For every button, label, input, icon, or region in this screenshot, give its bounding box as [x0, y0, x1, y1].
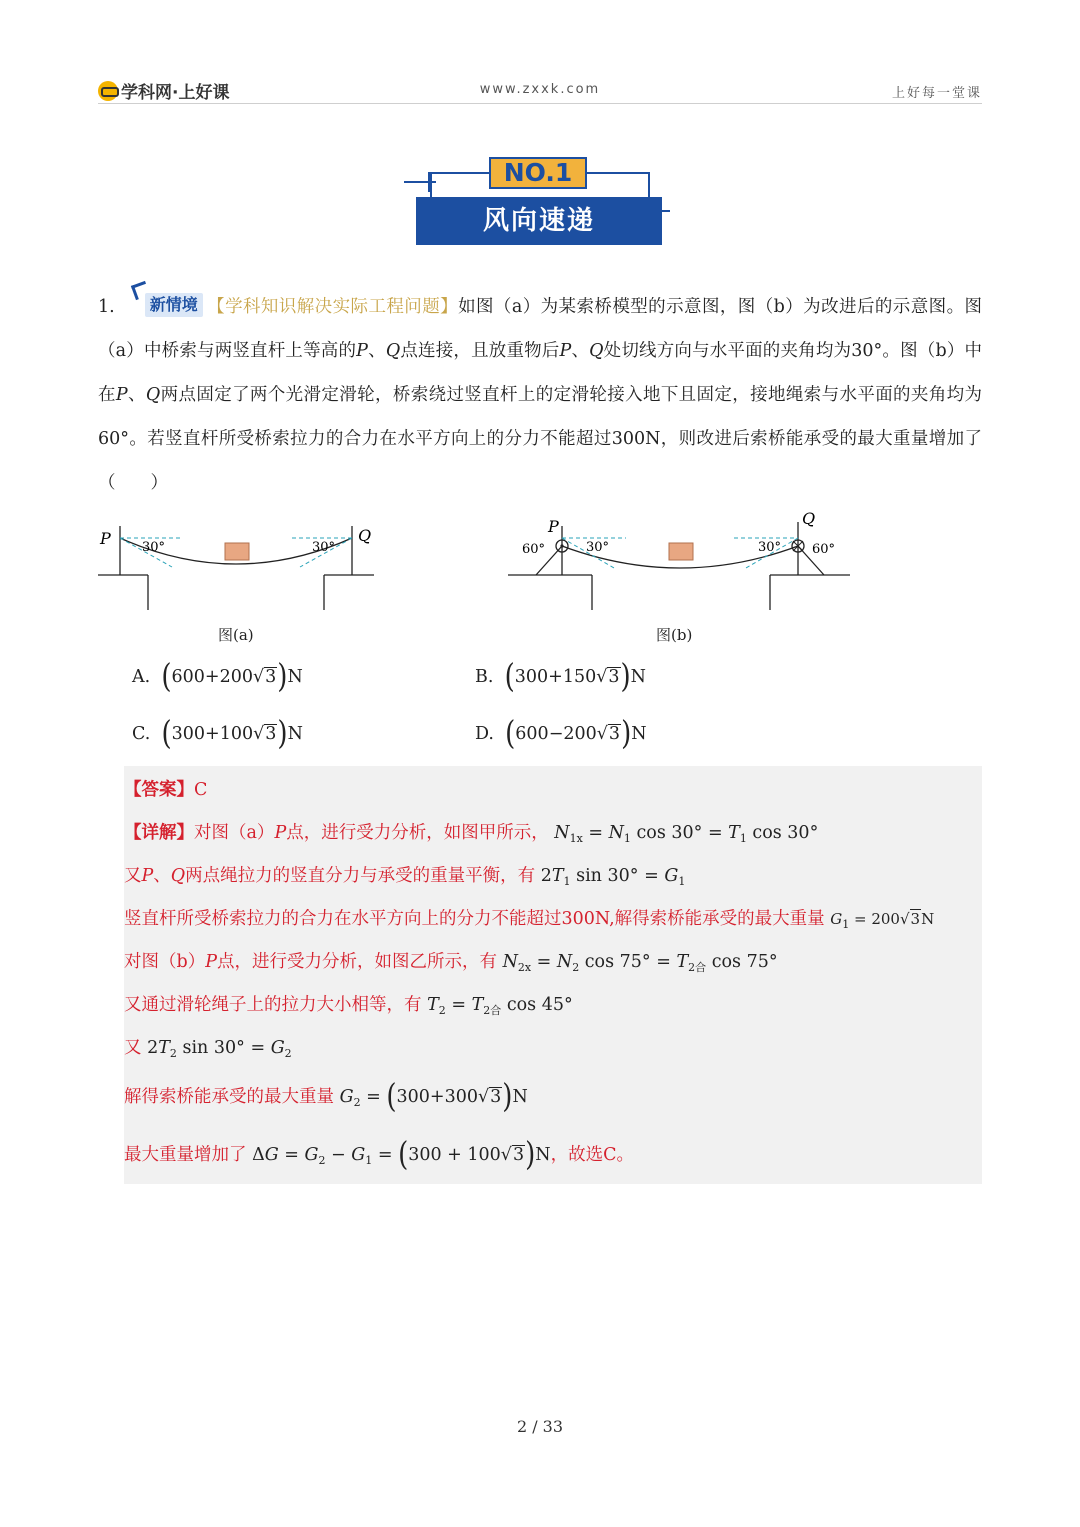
var-p: P [274, 823, 287, 843]
option-unit: N [287, 667, 303, 687]
option-label: D. [475, 724, 494, 744]
banner-line [428, 172, 430, 192]
option-term: 100 [219, 724, 254, 744]
option-term: 300 [171, 724, 206, 744]
detail-text: 又 [124, 866, 142, 886]
detail-line-4 [124, 948, 778, 975]
detail-line-3 [124, 905, 934, 931]
formula: $T_2 = T_{2合}$ cos 45° [427, 995, 573, 1017]
option-unit: N [287, 724, 303, 744]
var-q: Q [145, 385, 161, 405]
detail-text: 竖直杆所受桥索拉力的合力在水平方向上的分力不能超过300N,解得索桥能承受的最大重量 [124, 909, 825, 929]
sep: 、 [127, 385, 146, 405]
label-q: Q [358, 526, 372, 545]
detail-text: ，故选C。 [550, 1145, 634, 1165]
detail-line-5 [124, 991, 573, 1018]
site-url: www.zxxk.com [479, 82, 601, 97]
banner-line [404, 181, 436, 183]
detail-label: 【详解】 [124, 823, 194, 843]
angle-label: 30° [312, 540, 336, 555]
option-c[interactable]: C. (300+100√3)N [132, 715, 303, 753]
sep: 、 [571, 341, 590, 361]
option-term: 600 [515, 724, 549, 744]
page-number: 2 / 33 [516, 1417, 564, 1436]
option-operator: + [548, 667, 563, 687]
detail-text: 最大重量增加了 [124, 1145, 247, 1165]
option-root: 3 [265, 667, 277, 687]
option-root: 3 [608, 724, 621, 744]
option-a[interactable]: A. (600+200√3)N [132, 658, 303, 696]
answer-label: 【答案】 [124, 780, 194, 800]
formula: $G_1 = 200√3N$ [830, 910, 935, 931]
banner-number: NO.1 [489, 157, 587, 189]
detail-text: 又 [124, 1038, 142, 1058]
sep: 、 [367, 341, 386, 361]
answer-line [124, 776, 207, 801]
label-p: P [548, 517, 559, 536]
var-q: Q [170, 866, 186, 886]
detail-text: 两点绳拉力的竖直分力与承受的重量平衡，有 [185, 866, 536, 886]
detail-line-2 [124, 862, 685, 888]
option-label: A. [132, 667, 151, 687]
question-topic: 【学科知识解决实际工程问题】 [206, 297, 459, 317]
section-banner [400, 150, 680, 250]
var-p: P [205, 952, 217, 972]
detail-line-7 [124, 1078, 528, 1116]
angle-label: 60° [522, 542, 546, 557]
option-operator: + [204, 667, 220, 687]
option-root: 3 [265, 724, 277, 744]
detail-line-1 [124, 819, 818, 845]
page-header [98, 74, 982, 104]
detail-text: 解得索桥能承受的最大重量 [124, 1087, 334, 1107]
option-operator: − [548, 724, 564, 744]
angle-label: 30° [758, 540, 782, 555]
question-number: 1. [98, 297, 115, 317]
detail-line-8 [124, 1136, 634, 1174]
option-term: 200 [219, 667, 253, 687]
formula: $N_{1x} = N_1$ $\cos 30^\circ = T_1$ cos 30° [554, 823, 819, 845]
var-q: Q [589, 341, 604, 361]
question-body: 点连接，且放重物后 [400, 341, 560, 361]
label-q: Q [802, 509, 816, 528]
option-d[interactable]: D. (600−200√3)N [475, 715, 647, 753]
option-label: C. [132, 724, 151, 744]
figure-b-caption: 图(b) [656, 626, 693, 644]
sep: 、 [153, 866, 171, 886]
option-term: 200 [563, 724, 597, 744]
angle-label: 60° [812, 542, 836, 557]
option-term: 300 [514, 667, 549, 687]
formula: $G_2 = (300+300√3)N$ [339, 1078, 528, 1116]
var-q: Q [385, 341, 401, 361]
var-p: P [356, 341, 368, 361]
option-term: 150 [562, 667, 597, 687]
formula: $2T_1$ $\sin 30^\circ = G_1$ [540, 866, 686, 888]
option-unit: N [630, 667, 646, 687]
angle-label: 30° [586, 540, 610, 555]
var-p: P [115, 385, 128, 405]
detail-text: 又通过滑轮绳子上的拉力大小相等，有 [124, 995, 422, 1015]
detail-line-6 [124, 1034, 292, 1060]
angle-label: 30° [142, 540, 166, 555]
question-text [98, 285, 982, 505]
var-p: P [559, 341, 572, 361]
detail-text: 对图（b） [124, 952, 206, 972]
formula: $2T_2$ $\sin 30^\circ = G_2$ [147, 1038, 292, 1060]
formula: $\Delta G = G_2 - G_1 = (300 + 100√3)N$ [252, 1136, 551, 1174]
label-p: P [100, 529, 111, 548]
detail-text: 点，进行受力分析，如图乙所示，有 [216, 952, 497, 972]
option-b[interactable]: B. (300+150√3)N [475, 658, 646, 696]
answer-value: C [194, 780, 208, 800]
new-context-tag: 新情境 [145, 293, 203, 317]
answer-box [124, 766, 982, 1184]
slogan: 上好每一堂课 [891, 86, 982, 101]
detail-text: 对图（a） [194, 823, 275, 843]
var-p: P [141, 866, 154, 886]
formula: $N_{2x} = N_2$ $\cos 75^\circ = T_{2合}$ cos 75° [502, 952, 778, 974]
banner-title: 风向速递 [416, 197, 662, 245]
option-unit: N [631, 724, 647, 744]
figure-a-caption: 图(a) [218, 626, 254, 644]
question-body: 处切线方向与水平面的夹角均为30°。图（b）中在 [98, 341, 983, 405]
option-operator: + [205, 724, 220, 744]
option-root: 3 [608, 667, 620, 687]
question-body: 如图（a）为某索桥模型的示意图，图（b）为改进后的示意图。图（a）中桥索与两竖直杆上等高的 [98, 297, 982, 361]
question-body: 两点固定了两个光滑定滑轮，桥索绕过竖直杆上的定滑轮接入地下且固定，接地绳索与水平面的夹角均为60°。若竖直杆所受桥索拉力的合力在水平方向上的分力不能超过300N，则改进后索桥能承受的最大重量增加了（ ） [98, 385, 983, 493]
detail-text: 点，进行受力分析，如图甲所示， [286, 823, 549, 843]
logo-text: 学科网·上好课 [121, 83, 230, 103]
option-label: B. [475, 667, 494, 687]
option-term: 600 [171, 667, 205, 687]
